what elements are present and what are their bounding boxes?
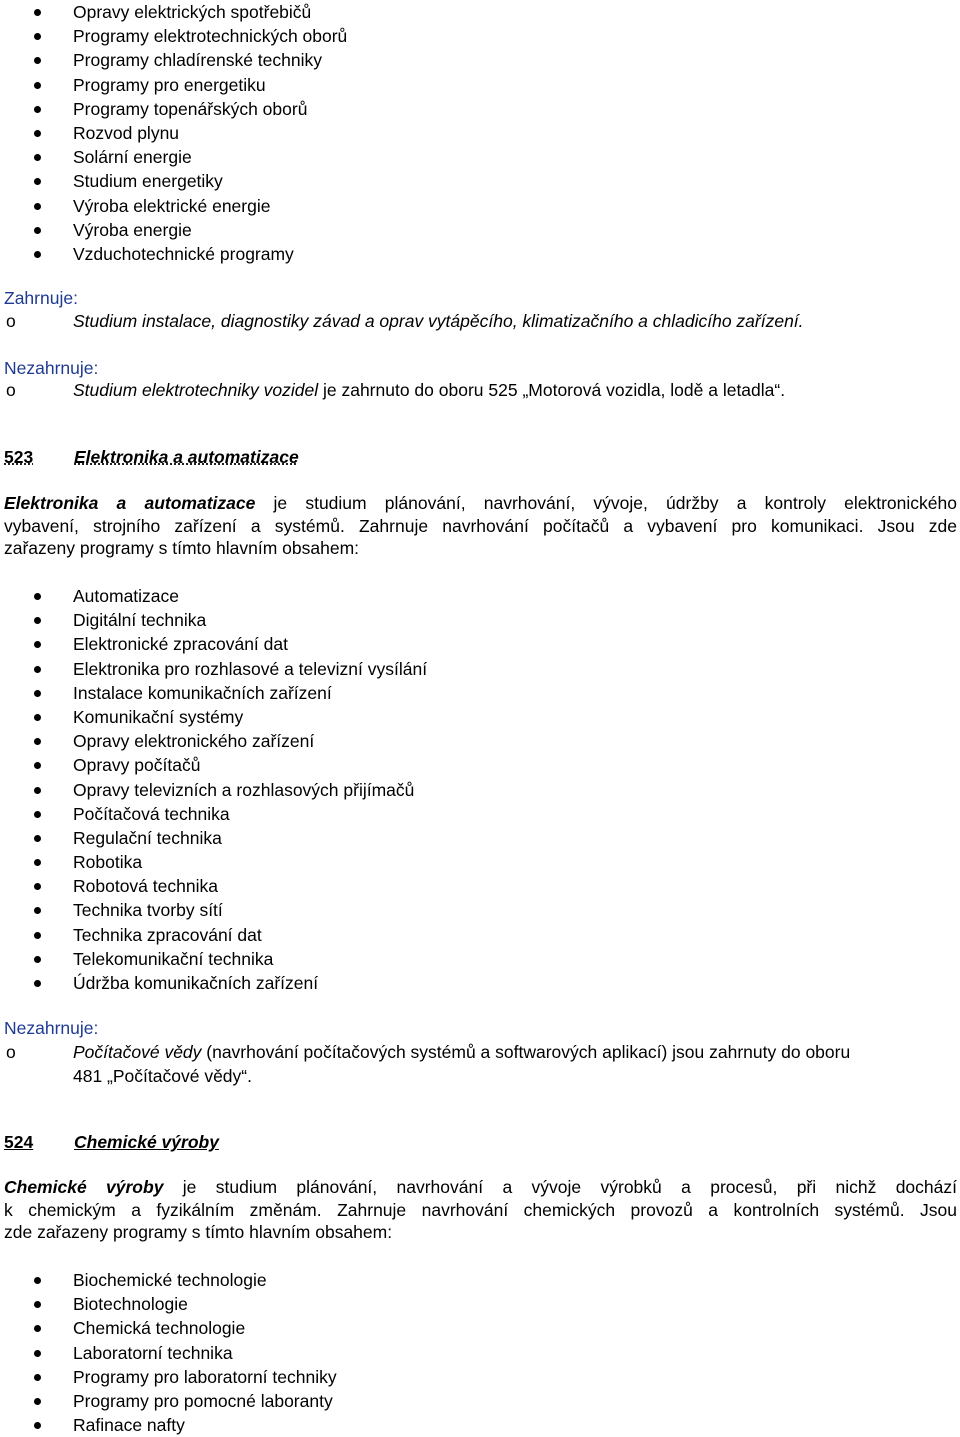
bullet-icon [34,811,41,818]
list-item-text: Instalace komunikačních zařízení [73,682,332,703]
list-item [0,802,960,826]
list-item-text: Opravy elektrických spotřebičů [73,2,312,22]
bullet-icon [34,617,41,624]
section-524-heading [4,1130,219,1154]
bullet-list [0,1268,960,1437]
list-item [0,898,960,922]
bullet-icon [34,130,41,137]
list-item-text: Elektronické zpracování dat [73,634,288,655]
bullet-icon [34,907,41,914]
list-item [0,24,960,48]
list-item-text: Výroba energie [73,219,192,240]
list-item [0,97,960,121]
list-item-text: Vzduchotechnické programy [73,243,294,264]
list-item [0,608,960,632]
bullet-icon [34,1277,41,1284]
includes-text: Studium instalace, diagnostiky závad a oprav vytápěcího, klimatizačního a chladicího zařízení. [73,311,804,331]
bullet-icon [34,787,41,794]
list-item-text: Programy topenářských oborů [73,98,308,119]
list-item [0,681,960,705]
bullet-icon [34,106,41,113]
bullet-icon [34,203,41,210]
list-item-text: Počítačová technika [73,803,230,824]
list-item-text: Výroba elektrické energie [73,195,271,216]
list-item-text: Opravy televizních a rozhlasových přijímačů [73,779,415,800]
section-title: Chemické výroby [74,1132,219,1152]
bullet-icon [34,154,41,161]
list-item-text: Biotechnologie [73,1294,188,1315]
bullet-icon [34,738,41,745]
list-item [0,729,960,753]
list-item-text: Programy elektrotechnických oborů [73,26,348,47]
list-item-text: Technika zpracování dat [73,924,262,945]
list-item-text: Biochemické technologie [73,1270,267,1290]
list-item [0,850,960,874]
list-item [0,48,960,72]
bullet-icon [34,33,41,40]
list-item-text: Automatizace [73,586,180,606]
program-list-top [0,0,960,266]
bullet-icon [34,82,41,89]
bullet-icon [34,714,41,721]
list-item [0,194,960,218]
list-item-text: Robotika [73,852,143,873]
list-item-text: Programy pro energetiku [73,74,266,95]
section-title: Elektronika a automatizace [74,447,299,467]
bullet-icon [34,762,41,769]
bullet-icon [34,932,41,939]
list-item [0,826,960,850]
list-item [0,145,960,169]
list-item-text: Programy pro laboratorní techniky [73,1366,337,1387]
bullet-icon [34,859,41,866]
list-item-text: Opravy elektronického zařízení [73,731,315,752]
bullet-list [0,0,960,266]
bullet-icon [34,251,41,258]
list-item-text: Laboratorní technika [73,1342,233,1363]
list-item [0,169,960,193]
list-item [0,121,960,145]
list-item [0,73,960,97]
circle-bullet-icon: o [6,311,16,331]
bullet-icon [34,1398,41,1405]
list-item [0,1316,960,1340]
list-item-text: Regulační technika [73,827,222,848]
list-item-text: Elektronika pro rozhlasové a televizní vysílání [73,658,428,679]
bullet-icon [34,1325,41,1332]
list-item [0,1365,960,1389]
circle-bullet-icon: o [6,1042,16,1062]
list-item-text: Programy chladírenské techniky [73,50,322,71]
section-524-program-list [0,1268,960,1437]
list-item-text: Opravy počítačů [73,755,201,776]
list-item-text: Chemická technologie [73,1318,246,1339]
bullet-icon [34,1301,41,1308]
bullet-icon [34,956,41,963]
excludes-text: Počítačové vědy (navrhování počítačových systémů a softwarových aplikací) jsou zahrnuty do oboru 481 „Počítačové vědy“. [73,1042,851,1086]
list-item [0,242,960,266]
bullet-icon [34,835,41,842]
list-item [0,874,960,898]
list-item-text: Robotová technika [73,876,218,897]
section-523-program-list [0,584,960,995]
bullet-icon [34,1350,41,1357]
section-number: 523 [4,447,34,467]
bullet-icon [34,1422,41,1429]
list-item-text: Programy pro pomocné laboranty [73,1390,333,1411]
list-item-text: Telekomunikační technika [73,948,274,969]
list-item-text: Rafinace nafty [73,1415,185,1436]
excludes-label: Nezahrnuje: [4,1018,99,1038]
section-number: 524 [4,1132,34,1152]
list-item [0,218,960,242]
bullet-icon [34,883,41,890]
list-item [0,1268,960,1292]
list-item-text: Komunikační systémy [73,706,244,727]
list-item-text: Údržba komunikačních zařízení [73,973,319,993]
list-item [0,1413,960,1437]
list-item [0,632,960,656]
list-item-text: Solární energie [73,147,192,168]
list-item [0,657,960,681]
bullet-icon [34,980,41,987]
bullet-icon [34,666,41,673]
bullet-list [0,584,960,995]
bullet-icon [34,1374,41,1381]
section-523-description: Elektronika a automatizace je studium plánování, navrhování, vývoje, údržby a kontroly elektronického vybavení, strojního zařízení a systémů. Zahrnuje navrhování počítačů a vybavení pro komunikaci. Jsou zde zařazeny programy s tímto hlavním obsahem: [4,493,957,558]
list-item [0,1292,960,1316]
includes-label: Zahrnuje: [4,288,78,308]
list-item [0,705,960,729]
list-item [0,584,960,608]
list-item [0,753,960,777]
bullet-icon [34,227,41,234]
list-item [0,1341,960,1365]
list-item-text: Technika tvorby sítí [73,900,223,921]
bullet-icon [34,593,41,600]
excludes-text: Studium elektrotechniky vozidel je zahrnuto do oboru 525 „Motorová vozidla, lodě a letadla“. [73,380,786,400]
list-item [0,1389,960,1413]
list-item [0,923,960,947]
list-item [0,971,960,995]
bullet-icon [34,178,41,185]
section-523-heading [4,445,299,469]
section-524-description: Chemické výroby je studium plánování, navrhování a vývoje výrobků a procesů, při nichž dochází k chemickým a fyzikálním změnám. Zahrnuje navrhování chemických provozů a kontrolních systémů. Jsou zde zařazeny programy s tímto hlavním obsahem: [4,1177,957,1242]
excludes-label: Nezahrnuje: [4,358,99,378]
list-item [0,947,960,971]
bullet-icon [34,641,41,648]
list-item-text: Studium energetiky [73,171,223,192]
list-item-text: Rozvod plynu [73,122,180,143]
bullet-icon [34,57,41,64]
list-item-text: Digitální technika [73,610,207,631]
bullet-icon [34,690,41,697]
circle-bullet-icon: o [6,380,16,400]
list-item [0,0,960,24]
list-item [0,778,960,802]
bullet-icon [34,9,41,16]
